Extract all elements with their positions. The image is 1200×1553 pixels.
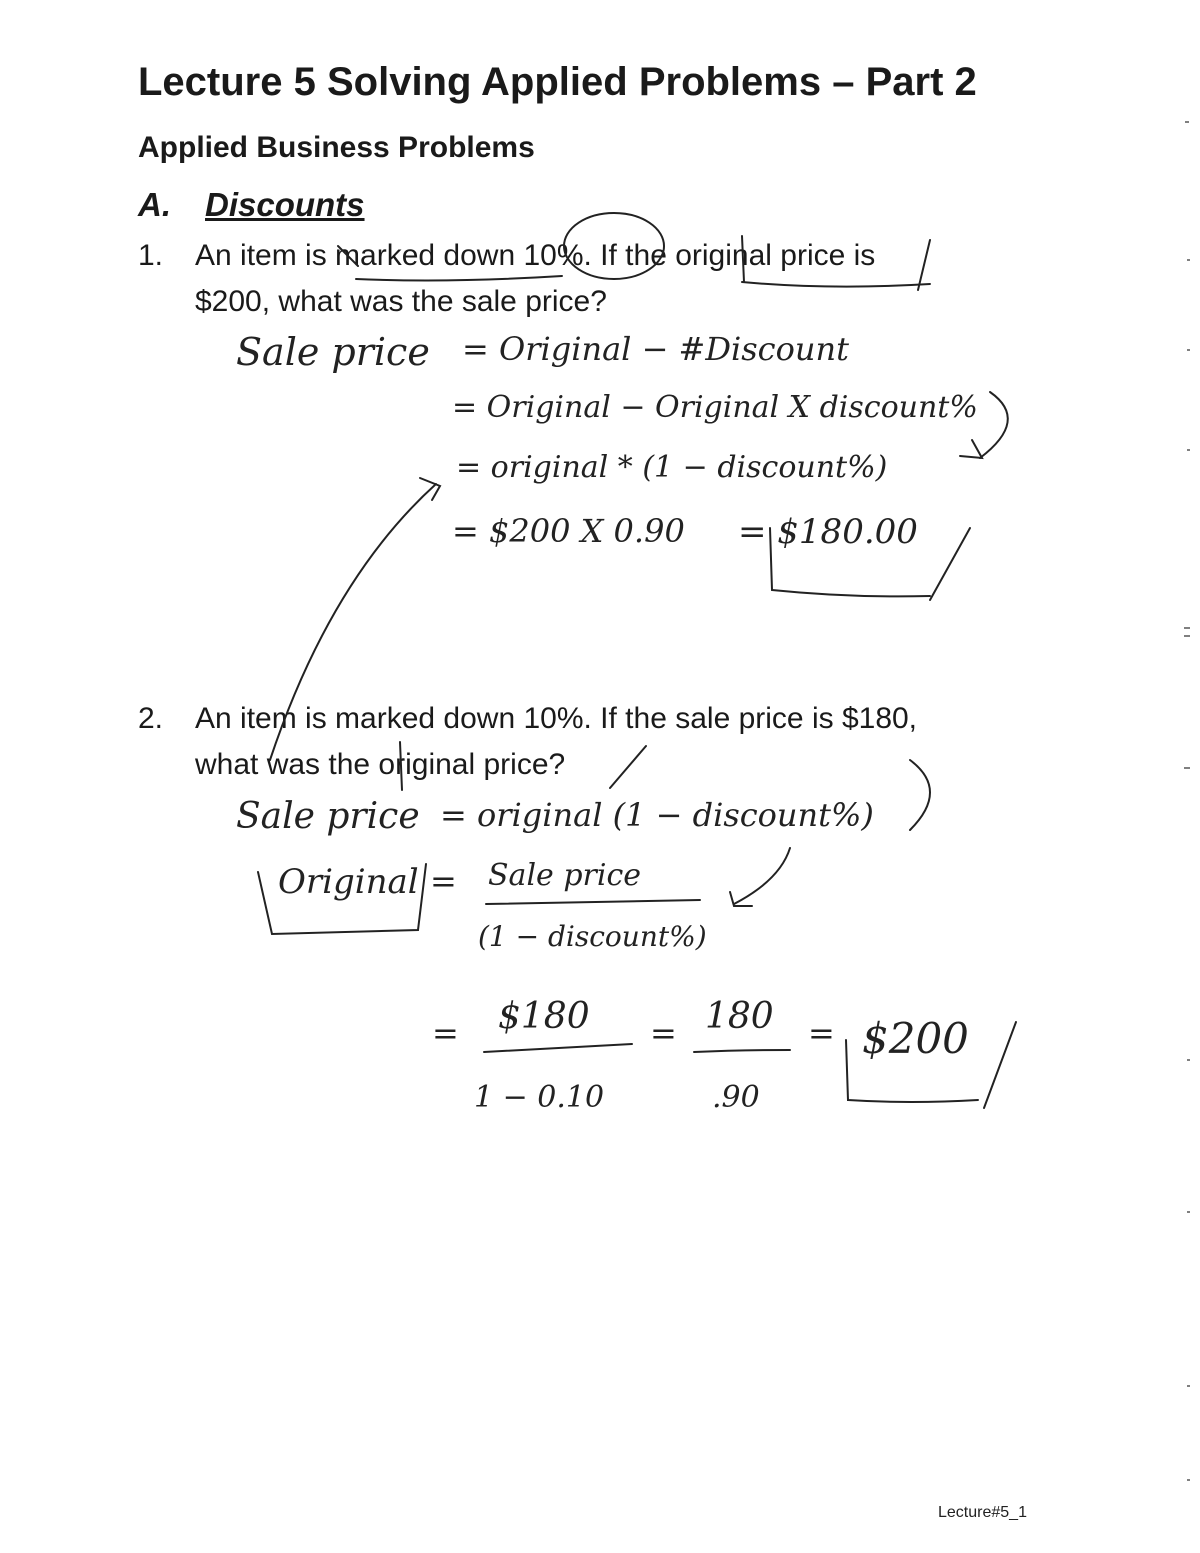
parenthesis-annotation — [910, 760, 930, 830]
problem-number: 2. — [138, 702, 164, 735]
fraction-bar — [486, 900, 700, 904]
bracket-annotation — [400, 742, 402, 790]
slash-annotation — [984, 1022, 1016, 1108]
handwritten-answer: $200 — [862, 1014, 969, 1063]
handwritten-label: Sale price — [236, 796, 420, 837]
handwritten-step: = $200 X 0.90 — [452, 512, 685, 550]
box-annotation — [258, 864, 426, 934]
page-subtitle: Applied Business Problems — [138, 131, 535, 164]
fraction-denominator: 1 − 0.10 — [474, 1080, 605, 1115]
page-title: Lecture 5 Solving Applied Problems – Part 2 — [138, 60, 977, 104]
problem-text-line: An item is marked down 10%. If the sale price is $180, — [195, 702, 918, 735]
arrow-annotation — [270, 484, 436, 760]
handwritten-equals: = — [432, 1014, 459, 1052]
arrow-annotation — [730, 892, 752, 906]
underline-annotation — [356, 276, 562, 280]
arrow-annotation — [960, 440, 982, 458]
problem-text-line: what was the original price? — [195, 748, 566, 781]
page-footer-label: Lecture#5_1 — [938, 1504, 1027, 1521]
problem-text-line: An item is marked down 10%. If the original price is — [195, 239, 876, 272]
fraction-denominator: (1 − discount%) — [478, 920, 707, 953]
problem-number: 1. — [138, 239, 164, 272]
handwritten-original-label: Original — [278, 862, 419, 902]
slash-annotation — [930, 528, 970, 600]
fraction-bar — [694, 1050, 790, 1052]
box-annotation — [770, 528, 930, 596]
section-title: Discounts — [205, 186, 365, 223]
fraction-numerator: $180 — [498, 996, 590, 1037]
underline-annotation — [742, 282, 930, 287]
bracket-annotation — [742, 236, 744, 282]
arrow-annotation — [734, 848, 790, 904]
handwritten-step: = Original − Original X discount% — [452, 390, 978, 425]
fraction-denominator: .90 — [712, 1080, 760, 1115]
handwritten-equals: = — [430, 862, 457, 900]
handwritten-label: Sale price — [236, 330, 430, 374]
handwritten-equals: = — [808, 1014, 835, 1052]
fraction-bar — [484, 1044, 632, 1052]
handwritten-step: = Original − #Discount — [462, 330, 849, 368]
circle-annotation — [564, 213, 664, 279]
handwritten-equals: = — [650, 1014, 677, 1052]
slash-annotation — [610, 746, 646, 788]
box-annotation — [846, 1040, 978, 1102]
handwritten-step: = original * (1 − discount%) — [456, 450, 888, 485]
arrow-annotation — [980, 392, 1008, 458]
slash-annotation — [918, 240, 930, 290]
problem-text-line: $200, what was the sale price? — [195, 285, 607, 318]
fraction-numerator: 180 — [705, 996, 774, 1037]
fraction-numerator: Sale price — [488, 858, 642, 893]
underline-annotation — [338, 246, 358, 266]
section-letter: A. — [138, 186, 171, 223]
handwritten-answer: = $180.00 — [738, 512, 918, 552]
handwritten-step: = original (1 − discount%) — [440, 796, 874, 834]
